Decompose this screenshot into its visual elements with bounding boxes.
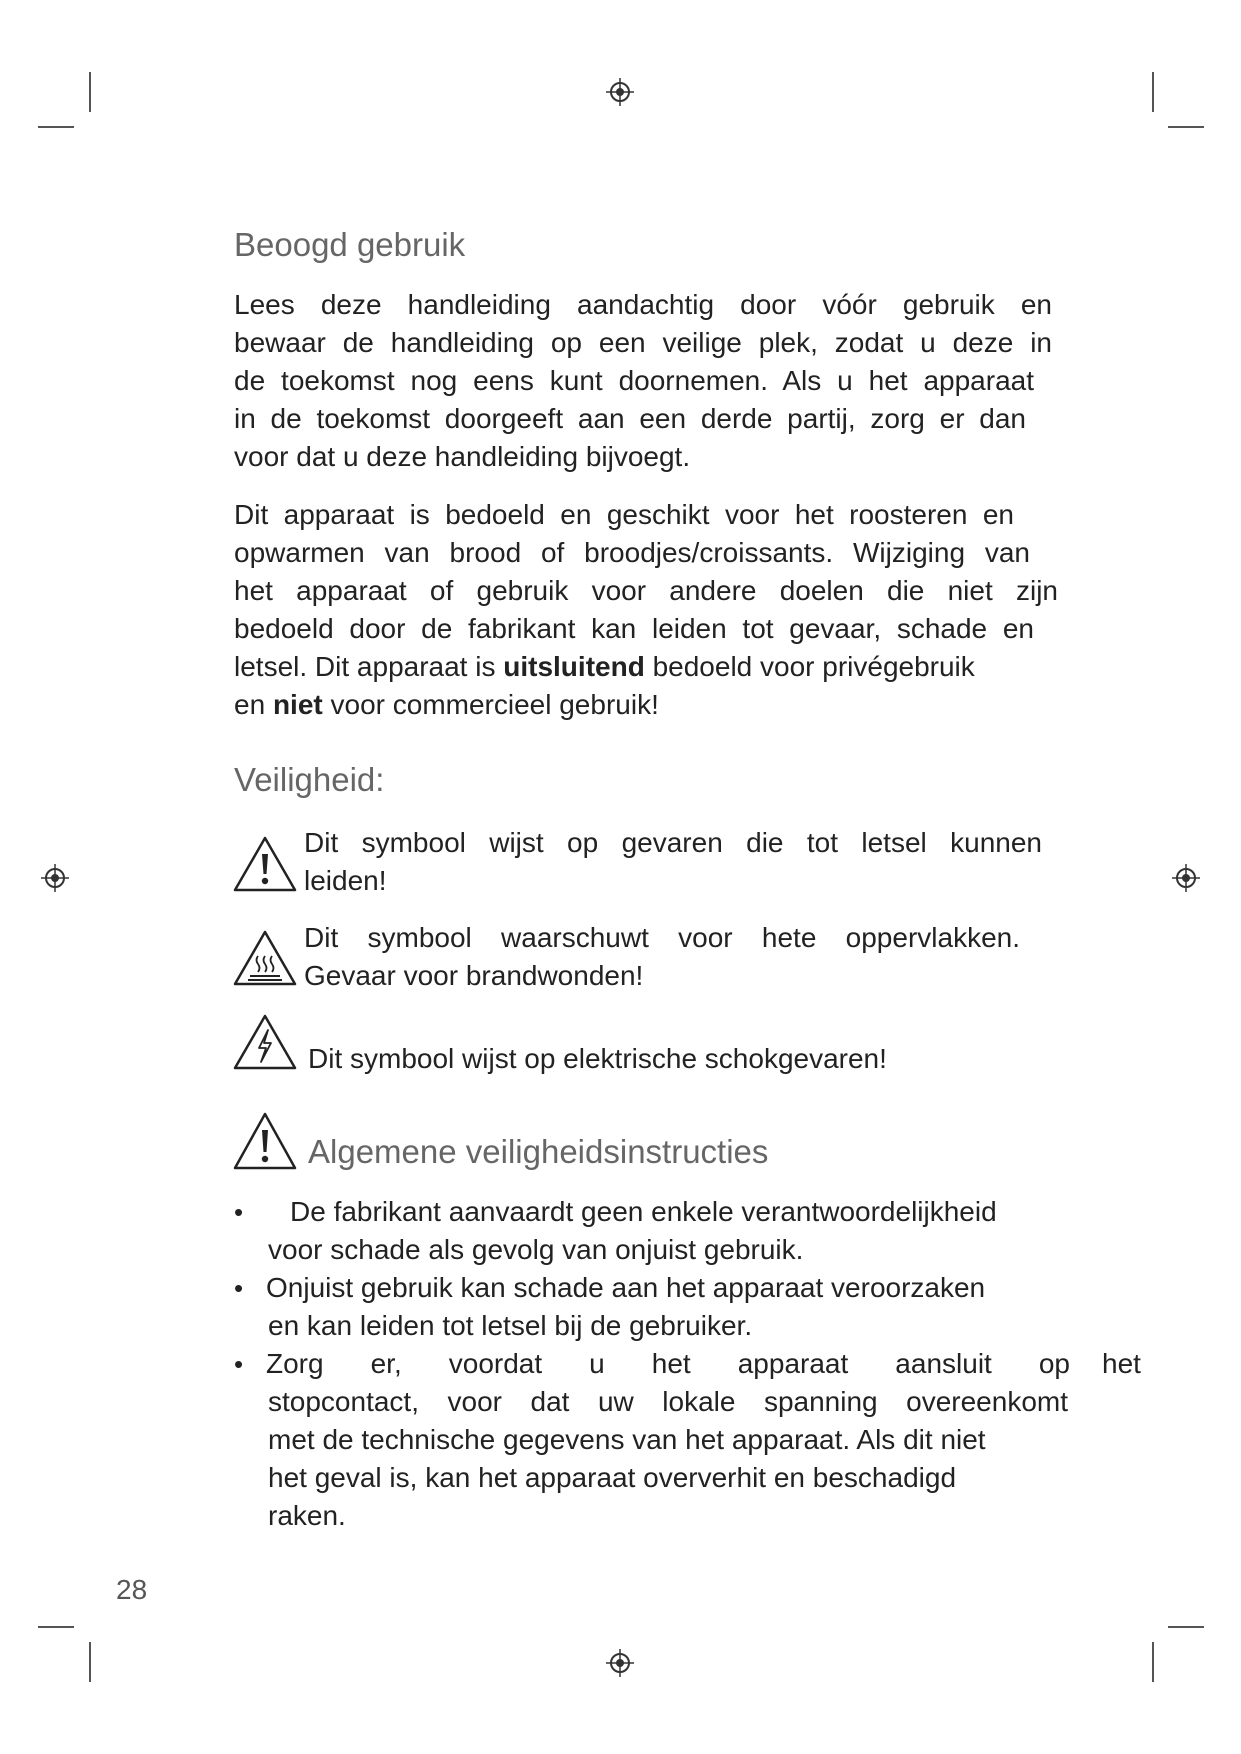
crop-mark — [89, 1642, 91, 1682]
text-line: leiden! — [304, 865, 387, 896]
text-line — [234, 686, 1058, 724]
text-line: Dit symbool waarschuwt voor hete oppervlakken. — [304, 922, 1020, 953]
text-run: bedoeld voor privégebruik — [644, 651, 975, 682]
emphasis-exclusively: uitsluitend — [503, 651, 645, 682]
text-line: Zorg er, voordat u het apparaat aansluit op — [266, 1348, 1070, 1379]
text-line: voor dat u deze handleiding bijvoegt. — [234, 441, 691, 472]
crop-mark — [1152, 72, 1154, 112]
text-line: raken. — [268, 1500, 346, 1531]
crop-mark — [1168, 126, 1204, 128]
registration-mark-icon — [605, 1648, 635, 1678]
text-line: het geval is, kan het apparaat oververhit en beschadigd — [268, 1462, 957, 1493]
text-line: Lees deze handleiding aandachtig door vóór gebruik en — [234, 289, 1052, 320]
text-run: letsel. Dit apparaat is — [234, 651, 504, 682]
text-line: het apparaat of gebruik voor andere doelen die niet zijn — [234, 575, 1058, 606]
text-line: voor schade als gevolg van onjuist gebruik. — [268, 1234, 804, 1265]
emphasis-not: niet — [272, 689, 323, 720]
text-line: De fabrikant aanvaardt geen enkele verantwoordelijkheid — [290, 1196, 997, 1227]
section-heading-safety: Veiligheid: — [234, 761, 385, 798]
registration-mark-icon — [605, 77, 635, 107]
bullet-marker: • — [234, 1349, 244, 1379]
text-line: Dit symbool wijst op gevaren die tot letsel kunnen — [304, 827, 1042, 858]
intended-use-paragraph-1 — [234, 286, 1052, 476]
text-line: en kan leiden tot letsel bij de gebruiker. — [268, 1310, 753, 1341]
text-line: Dit symbool wijst op elektrische schokgevaren! — [308, 1043, 887, 1074]
section-heading-general-safety: Algemene veiligheidsinstructies — [308, 1133, 769, 1170]
text-line: opwarmen van brood of broodjes/croissants. Wijziging van — [234, 537, 1030, 568]
page-number: 28 — [116, 1574, 148, 1605]
bullet-marker: • — [234, 1197, 244, 1227]
list-item — [268, 1193, 1058, 1269]
text-line: Onjuist gebruik kan schade aan het apparaat veroorzaken — [266, 1272, 986, 1303]
text-run: voor commercieel gebruik! — [322, 689, 659, 720]
list-item — [266, 1269, 1056, 1345]
text-line: bedoeld door de fabrikant kan leiden tot gevaar, schade en — [234, 613, 1034, 644]
exclamation-warning-icon — [232, 834, 298, 894]
crop-mark — [1152, 1642, 1154, 1682]
crop-mark — [38, 126, 74, 128]
bullet-marker: • — [234, 1273, 244, 1303]
exclamation-warning-icon — [232, 1110, 298, 1172]
text-line: met de technische gegevens van het apparaat. Als dit niet — [268, 1424, 986, 1455]
list-item — [266, 1345, 1070, 1535]
hot-surface-warning-icon — [232, 928, 298, 988]
text-line: in de toekomst doorgeeft aan een derde partij, zorg er dan — [234, 403, 1026, 434]
electric-shock-warning-icon — [232, 1012, 298, 1072]
text-line — [234, 648, 1058, 686]
safety-symbol-text — [308, 1040, 887, 1078]
registration-mark-icon — [1171, 863, 1201, 893]
safety-symbol-text — [304, 824, 1042, 900]
crop-mark — [89, 72, 91, 112]
text-run: en — [234, 689, 273, 720]
crop-mark — [1168, 1626, 1204, 1628]
text-run-overflow: het — [1102, 1348, 1141, 1379]
crop-mark — [38, 1626, 74, 1628]
text-line: Dit apparaat is bedoeld en geschikt voor het roosteren en — [234, 499, 1014, 530]
text-line: stopcontact, voor dat uw lokale spanning overeenkomt — [268, 1386, 1068, 1417]
text-line: bewaar de handleiding op een veilige plek, zodat u deze in — [234, 327, 1052, 358]
text-line: de toekomst nog eens kunt doornemen. Als u het apparaat — [234, 365, 1034, 396]
intended-use-paragraph-2 — [234, 496, 1058, 724]
text-line: Gevaar voor brandwonden! — [304, 960, 644, 991]
section-heading-intended-use: Beoogd gebruik — [234, 226, 466, 263]
registration-mark-icon — [40, 863, 70, 893]
safety-symbol-text — [304, 919, 1020, 995]
